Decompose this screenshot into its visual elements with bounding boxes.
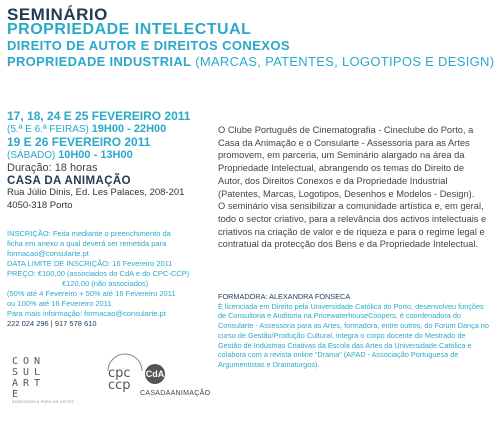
registration-info bbox=[7, 229, 217, 329]
deadline: DATA LIMITE DE INSCRIÇÃO: 16 Fevereiro 2011 bbox=[7, 259, 173, 268]
trainer-label: FORMADORA: ALEXANDRA FONSECA bbox=[218, 292, 351, 301]
phone-numbers: 222 024 296 | 917 578 610 bbox=[7, 319, 97, 328]
more-info-email[interactable]: Para mais informação: formacao@consularte.pt bbox=[7, 309, 166, 318]
cpc-arc-line bbox=[108, 354, 142, 371]
days-saturdays: (SÁBADO) bbox=[7, 149, 56, 161]
cpc-logo-arc bbox=[104, 353, 146, 373]
dates-weekdays: 17, 18, 24 E 25 FEVEREIRO 2011 bbox=[7, 109, 191, 123]
hours-weekdays bbox=[7, 123, 190, 137]
subtitle-industrial-rest: (MARCAS, PATENTES, LOGOTIPOS E DESIGN) bbox=[195, 54, 495, 69]
cpc-logo-row: ccp bbox=[108, 378, 131, 393]
time-weekdays: 19H00 - 22H00 bbox=[91, 122, 167, 135]
consularte-logo bbox=[12, 356, 70, 400]
time-saturdays: 10H00 - 13H00 bbox=[58, 148, 133, 161]
duration: Duração: 18 horas bbox=[7, 162, 98, 174]
page-title: PROPRIEDADE INTELECTUAL bbox=[7, 21, 252, 38]
dates-saturdays: 19 E 26 FEVEREIRO 2011 bbox=[7, 135, 151, 149]
seminar-description bbox=[218, 124, 488, 251]
cpc-logo-row: cpc bbox=[108, 366, 131, 381]
hours-saturdays bbox=[7, 149, 190, 163]
price-members: PREÇO: €100,00 (associados do CdA e do CPC-CCP) bbox=[7, 269, 190, 278]
seminar-heading: SEMINÁRIO bbox=[7, 5, 108, 24]
registration-email[interactable]: formacao@consularte.pt bbox=[7, 249, 89, 258]
days-weekdays: (5.ª E 6.ª FEIRAS) bbox=[7, 123, 89, 135]
venue-name: CASA DA ANIMAÇÃO bbox=[7, 174, 131, 187]
subtitle-industrial-bold: PROPRIEDADE INDUSTRIAL bbox=[7, 54, 192, 69]
consularte-logo-row: SUL bbox=[12, 367, 46, 378]
price-non-members: €120,00 (não associados) bbox=[62, 279, 149, 288]
venue-address-line2: 4050-318 Porto bbox=[7, 199, 73, 211]
payment-terms: (50% até 4 Fevereiro + 50% até 16 Fevereiro 2011 bbox=[7, 289, 176, 298]
schedule-block bbox=[7, 110, 190, 212]
trainer-bio: É licenciada em Direito pela Universidade Católica do Porto, desenvolveu funções de Consultoria e Auditoria na PricewaterhouseCoopers, é coordenadora do Consularte - Assessoria para as Artes, formadora, entre outros, do Forum Dança no curso de Gestão/Produção Cultural, integra o corpo docente do Mestrado de Gestão de Indústrias Criativas da Escola das Artes da Universidade Católica e colabora com a revista online “Drama” (APAD - Associação Portuguesa de Argumentistas e Dramaturgos). bbox=[218, 301, 489, 369]
registration-line: ficha em anexo a qual deverá ser remetida para bbox=[7, 239, 167, 248]
description-paragraph: O seminário visa sensibilizar a comunidade artística e, em geral, todo o sector criativo, para a relevância dos activos intelectuais e criativos na criação de valor e de riqueza e para o regime legal e contratual da protecção dos Bens e da Propriedade Intelectual. bbox=[218, 201, 487, 250]
subtitle-industrial bbox=[7, 54, 494, 69]
cda-logo-name: CASADAANIMAÇÃO bbox=[140, 390, 211, 397]
registration-line: INSCRIÇÃO: Feita mediante o preenchimento da bbox=[7, 229, 171, 238]
consularte-logo-row: ART bbox=[12, 378, 46, 389]
consularte-tagline: ASSESSORIA PARA AS ARTES bbox=[12, 400, 75, 404]
trainer-section bbox=[218, 292, 490, 370]
payment-terms-alt: ou 100% até 16 Fevereiro 2011 bbox=[7, 299, 112, 308]
consularte-logo-row: E bbox=[12, 389, 24, 400]
venue-address-line1: Rua Júlio Dinis, Ed. Les Palaces, 208-201 bbox=[7, 187, 185, 198]
cda-logo-mark: CdA bbox=[145, 364, 165, 384]
consularte-logo-row: CON bbox=[12, 356, 46, 367]
description-paragraph: O Clube Português de Cinematografia - Cineclube do Porto, a Casa da Animação e o Consularte - Assessoria para as Artes promovem, em parceria, um Seminário alargado na área da Propriedade Intelectual, abrangendo os temas do Direito de Autor, dos Direitos Conexos e da Propriedade Industrial (Patentes, Marcas, Logotipos, Desenhos e Modelos - Design). bbox=[218, 125, 475, 199]
subtitle-copyright: DIREITO DE AUTOR E DIREITOS CONEXOS bbox=[7, 38, 290, 53]
